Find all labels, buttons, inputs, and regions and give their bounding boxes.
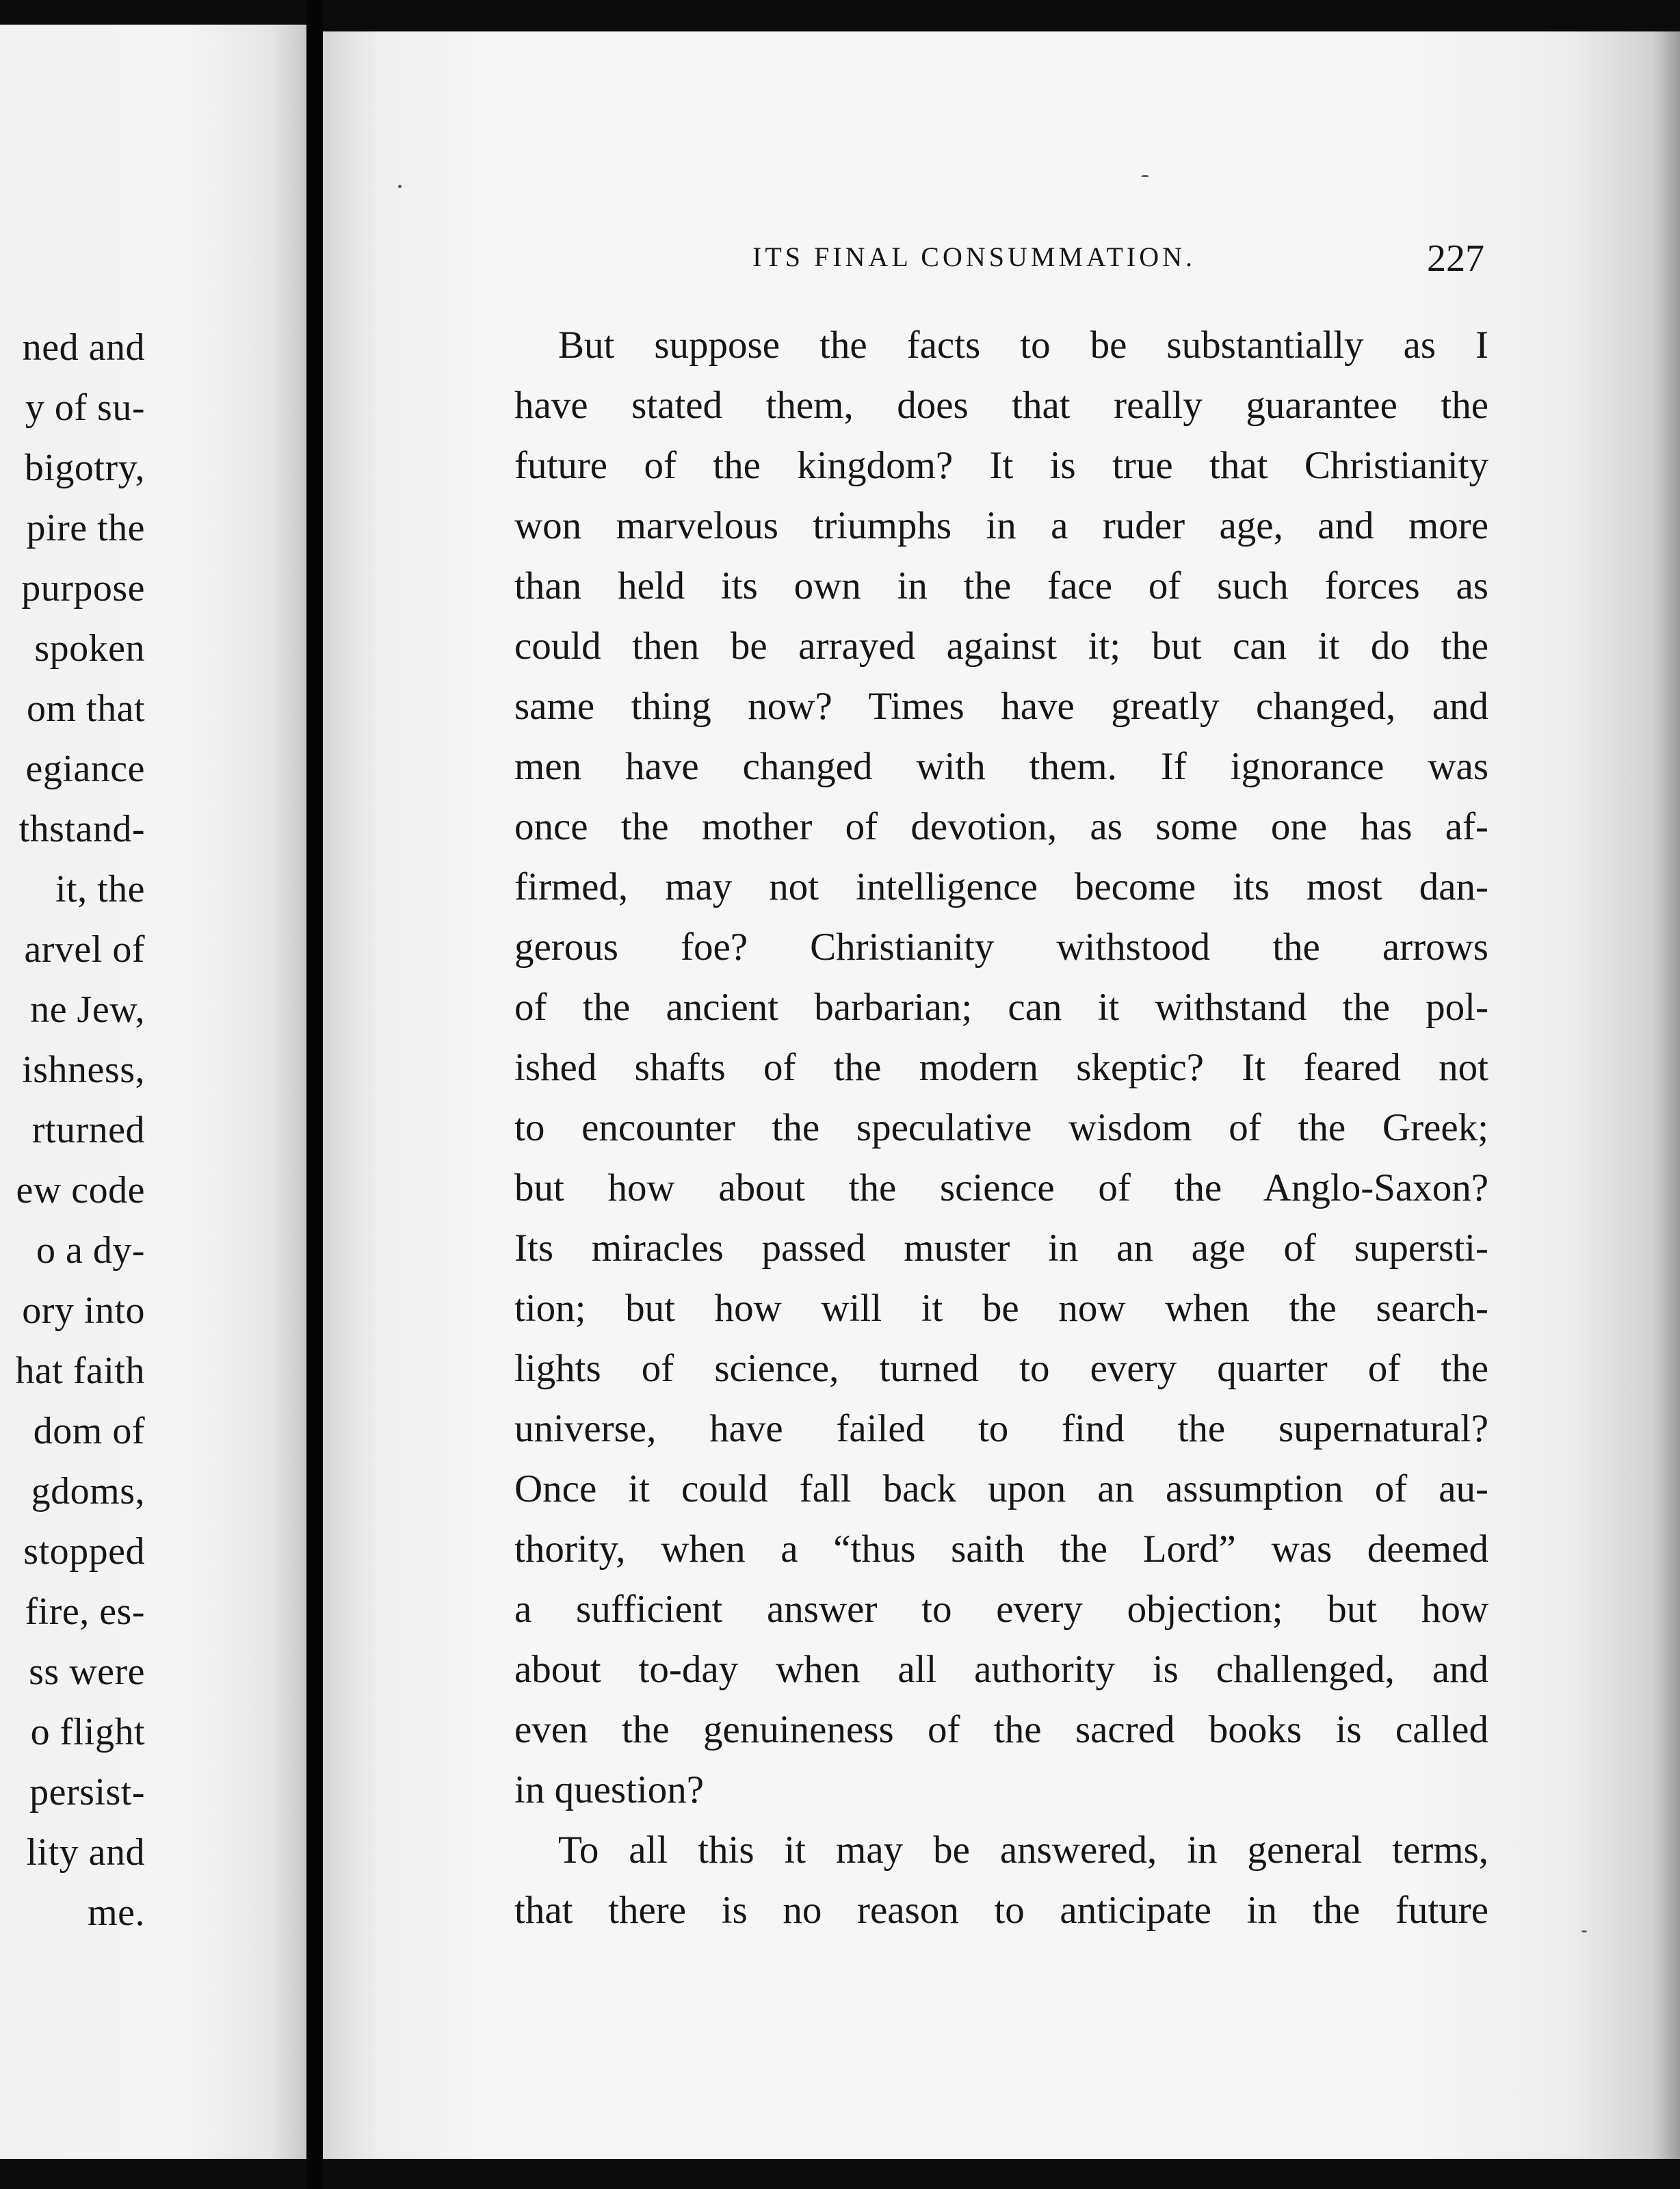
text-line: future of the kingdom? It is true that Christianity (514, 444, 1488, 487)
text-line: but how about the science of the Anglo-Saxon? (514, 1166, 1488, 1209)
left-line: gdoms, (31, 1470, 145, 1512)
text-line: same thing now? Times have greatly changed, and (514, 685, 1488, 728)
left-line: purpose (21, 567, 145, 609)
left-page (0, 25, 306, 2159)
text-line: to encounter the speculative wisdom of the Greek; (514, 1106, 1488, 1149)
scan-speck (1141, 175, 1149, 177)
left-line: ne Jew, (30, 988, 145, 1031)
text-line: tion; but how will it be now when the search- (514, 1287, 1488, 1330)
text-line: universe, have failed to find the supernatural? (514, 1407, 1488, 1450)
text-line: firmed, may not intelligence become its most dan- (514, 865, 1488, 908)
left-line: fire, es- (25, 1590, 145, 1633)
left-line: stopped (23, 1530, 145, 1573)
text-line: To all this it may be answered, in general terms, (558, 1828, 1488, 1872)
left-line: thstand- (18, 808, 145, 850)
text-line: a sufficient answer to every objection; but how (514, 1588, 1488, 1631)
left-line: me. (88, 1891, 145, 1934)
text-line: men have changed with them. If ignorance was (514, 745, 1488, 788)
text-line: lights of science, turned to every quarter of the (514, 1347, 1488, 1390)
scan-speck (398, 185, 402, 188)
left-line: persist- (29, 1771, 145, 1813)
running-title: ITS FINAL CONSUMMATION. (752, 241, 1196, 272)
text-line: gerous foe? Christianity withstood the arrows (514, 926, 1488, 969)
left-line: ss were (29, 1651, 145, 1693)
text-line: But suppose the facts to be substantially as I (558, 324, 1488, 367)
left-line: bigotry, (24, 447, 145, 489)
text-line: than held its own in the face of such forces as (514, 564, 1488, 607)
left-line: o a dy- (36, 1229, 145, 1272)
left-line: egiance (25, 748, 145, 790)
text-line: thority, when a “thus saith the Lord” was deemed (514, 1528, 1488, 1571)
text-line: in question? (514, 1768, 705, 1811)
text-line: once the mother of devotion, as some one has af- (514, 805, 1488, 848)
left-line: pire the (26, 507, 145, 549)
text-line: have stated them, does that really guarantee the (514, 384, 1488, 427)
left-line: it, the (55, 868, 145, 910)
text-line: Once it could fall back upon an assumption of au- (514, 1467, 1488, 1510)
left-line: ishness, (22, 1049, 145, 1091)
left-line: hat faith (15, 1350, 145, 1392)
book-gutter (306, 0, 323, 2189)
text-line: ished shafts of the modern skeptic? It feared not (514, 1046, 1488, 1089)
left-line: spoken (34, 627, 145, 670)
left-line: dom of (33, 1410, 145, 1452)
text-line: won marvelous triumphs in a ruder age, and more (514, 504, 1488, 547)
left-line: y of su- (25, 386, 145, 429)
left-line: ory into (22, 1289, 145, 1332)
scan-speck (1581, 1930, 1587, 1932)
text-line: Its miracles passed muster in an age of supersti- (514, 1227, 1488, 1270)
left-line: arvel of (24, 928, 145, 971)
text-line: of the ancient barbarian; can it withstand the pol- (514, 986, 1488, 1029)
text-line: that there is no reason to anticipate in the future (514, 1889, 1488, 1932)
text-line: even the genuineness of the sacred books is called (514, 1708, 1488, 1751)
left-line: lity and (26, 1831, 145, 1874)
left-line: om that (26, 687, 145, 730)
left-line: ew code (16, 1169, 145, 1211)
text-line: could then be arrayed against it; but can it do the (514, 625, 1488, 668)
running-head (323, 237, 1680, 289)
text-line: about to-day when all authority is challenged, and (514, 1648, 1488, 1691)
left-line: ned and (22, 326, 145, 369)
page-number: 227 (1427, 237, 1484, 280)
right-page (323, 31, 1680, 2159)
left-line: rturned (31, 1109, 145, 1151)
left-line: o flight (30, 1711, 145, 1753)
